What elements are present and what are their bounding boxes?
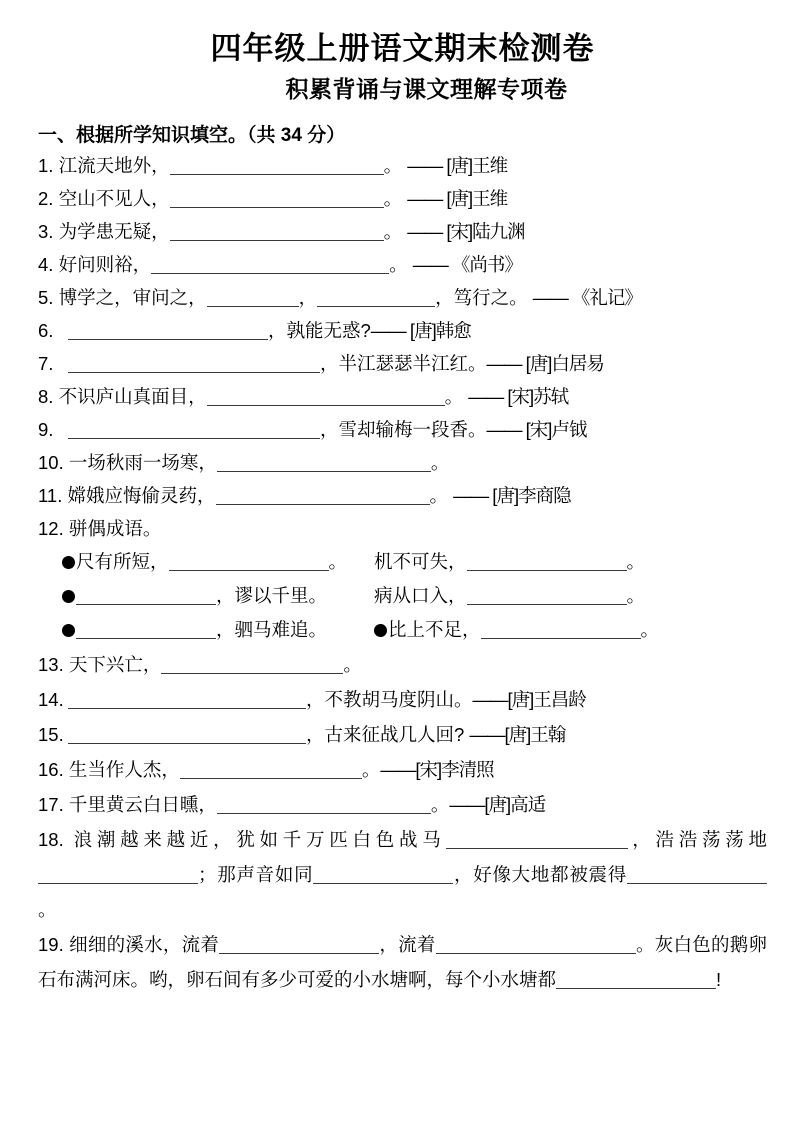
couplet-tail: 。 — [626, 550, 646, 572]
bullet-icon — [62, 590, 75, 603]
question-number: 11. — [38, 484, 63, 506]
question-item — [38, 182, 767, 215]
question-item — [38, 479, 767, 512]
question-number: 9. — [38, 418, 54, 440]
answer-blank[interactable] — [436, 938, 636, 954]
question-number: 3. — [38, 220, 54, 242]
question-number: 6. — [38, 319, 54, 341]
answer-blank[interactable] — [207, 390, 445, 406]
answer-blank[interactable] — [68, 357, 320, 373]
couplet-row — [38, 579, 767, 613]
section-heading-label: 一、根据所学知识填空。 — [38, 124, 248, 146]
question-stem: 骈偶成语。 — [68, 517, 162, 539]
couplet-cell-right — [374, 579, 767, 613]
question-stem: 不识庐山真面目， — [58, 385, 207, 407]
paragraph-segment: ，流着 — [379, 933, 436, 955]
answer-blank[interactable] — [170, 159, 384, 175]
question-number: 4. — [38, 253, 54, 275]
question-number: 8. — [38, 385, 54, 407]
question-tail: ，雪却输梅一段香。 — [320, 418, 487, 440]
couplet-text: 比上不足， — [388, 618, 481, 640]
question-number: 2. — [38, 187, 54, 209]
question-stem: 好问则裕， — [58, 253, 152, 275]
question-stem: 生当作人杰， — [68, 758, 180, 780]
attribution: —— [宋]陆九渊 — [407, 220, 525, 242]
couplet-row — [38, 545, 767, 579]
answer-blank[interactable] — [180, 763, 362, 779]
bullet-icon — [374, 624, 387, 637]
question-number: 16. — [38, 758, 64, 780]
couplet-cell-left — [38, 579, 374, 613]
question-item — [38, 446, 767, 479]
answer-blank[interactable] — [217, 456, 431, 472]
attribution: ——[唐]王昌龄 — [472, 688, 586, 710]
page-subtitle: 积累背诵与课文理解专项卷 — [285, 75, 568, 102]
paragraph-segment: 。 — [38, 898, 57, 920]
question-tail: 。 — [383, 187, 403, 209]
paragraph-segment: ；那声音如同 — [198, 863, 314, 885]
question-tail: 。 — [430, 451, 450, 473]
bullet-icon — [62, 624, 75, 637]
question-item — [38, 512, 767, 545]
question-tail: 。 — [389, 253, 408, 275]
paragraph-segment: 浪潮越来越近，犹如千万匹白色战马 — [73, 828, 446, 850]
question-stem: 天下兴亡， — [68, 653, 162, 675]
question-stem: 千里黄云白日曛， — [68, 793, 217, 815]
question-tail: ，半江瑟瑟半江红。 — [320, 352, 487, 374]
question-mid: ， — [298, 286, 318, 308]
attribution: —— [唐]白居易 — [486, 352, 604, 374]
question-item — [38, 717, 767, 752]
attribution: ——[唐]王翰 — [469, 723, 566, 745]
question-item — [38, 787, 767, 822]
attribution: —— [宋]卢钺 — [486, 418, 587, 440]
question-tail: 。 — [361, 758, 381, 780]
question-item — [38, 215, 767, 248]
answer-blank[interactable] — [68, 693, 306, 709]
question-stem: 空山不见人， — [58, 187, 170, 209]
bullet-icon — [62, 556, 75, 569]
couplet-row — [38, 613, 767, 647]
question-tail: 。 — [343, 653, 362, 675]
answer-blank[interactable] — [38, 868, 198, 884]
answer-blank[interactable] — [207, 291, 299, 307]
couplet-text: 尺有所短， — [76, 550, 169, 572]
answer-blank[interactable] — [216, 489, 430, 505]
answer-blank[interactable] — [68, 324, 268, 340]
answer-blank[interactable] — [467, 555, 627, 571]
question-stem: 为学患无疑， — [58, 220, 170, 242]
question-number: 18. — [38, 828, 64, 850]
attribution: —— [唐]王维 — [407, 154, 508, 176]
attribution: ——[唐]高适 — [449, 793, 546, 815]
question-number: 10. — [38, 451, 64, 473]
question-number: 12. — [38, 517, 64, 539]
paragraph-segment: ，好像大地都被震得 — [453, 863, 627, 885]
answer-blank[interactable] — [446, 833, 628, 849]
answer-blank[interactable] — [219, 938, 379, 954]
question-item — [38, 752, 767, 787]
question-stem: 博学之，审问之， — [58, 286, 207, 308]
question-tail: ，笃行之。 — [435, 286, 528, 308]
question-stem: 江流天地外， — [58, 154, 170, 176]
couplet-tail: 。 — [640, 618, 660, 640]
answer-blank[interactable] — [161, 658, 343, 674]
answer-blank[interactable] — [68, 423, 320, 439]
answer-blank[interactable] — [313, 868, 453, 884]
question-item — [38, 248, 767, 281]
couplet-tail: ，谬以千里。 — [216, 584, 328, 606]
couplet-text: 病从口入， — [374, 584, 467, 606]
attribution: ——[宋]李清照 — [380, 758, 494, 780]
question-number: 7. — [38, 352, 54, 374]
question-tail: ，不教胡马度阴山。 — [306, 688, 473, 710]
question-number: 15. — [38, 723, 64, 745]
question-tail: 。 — [430, 793, 450, 815]
paragraph-segment: 细细的溪水，流着 — [69, 933, 220, 955]
question-tail: 。 — [444, 385, 464, 407]
answer-blank[interactable] — [170, 192, 384, 208]
question-tail: 。 — [383, 220, 403, 242]
question-number: 5. — [38, 286, 54, 308]
couplet-text: 机不可失， — [374, 550, 467, 572]
attribution: —— 《礼记》 — [532, 286, 642, 308]
section-points: （共 34 分） — [247, 124, 346, 146]
couplet-cell-right — [374, 545, 767, 579]
couplet-grid — [38, 545, 767, 647]
question-item — [38, 314, 767, 347]
couplet-tail: ，驷马难追。 — [216, 618, 328, 640]
section-heading — [38, 120, 767, 147]
answer-blank[interactable] — [627, 868, 767, 884]
attribution: —— [宋]苏轼 — [468, 385, 569, 407]
answer-blank[interactable] — [76, 589, 216, 605]
attribution: —— 《尚书》 — [412, 253, 522, 275]
attribution: —— [唐]王维 — [407, 187, 508, 209]
question-item — [38, 380, 767, 413]
question-tail: ，古来征战几人回? — [306, 723, 470, 745]
answer-blank[interactable] — [217, 798, 431, 814]
question-stem: 一场秋雨一场寒， — [68, 451, 217, 473]
question-item — [38, 647, 767, 682]
page-title: 四年级上册语文期末检测卷 — [210, 31, 595, 66]
couplet-tail: 。 — [328, 550, 348, 572]
question-stem: 嫦娥应悔偷灵药， — [67, 484, 216, 506]
answer-blank[interactable] — [556, 973, 716, 989]
couplet-tail: 。 — [626, 584, 646, 606]
answer-blank[interactable] — [151, 258, 389, 274]
question-number: 19. — [38, 933, 64, 955]
answer-blank[interactable] — [467, 589, 627, 605]
couplet-cell-left — [38, 613, 374, 647]
question-item — [38, 149, 767, 182]
question-item — [38, 682, 767, 717]
answer-blank[interactable] — [317, 291, 435, 307]
answer-blank[interactable] — [76, 623, 216, 639]
question-paragraph — [38, 822, 767, 927]
attribution: —— [唐]李商隐 — [453, 484, 571, 506]
couplet-cell-left — [38, 545, 374, 579]
question-number: 1. — [38, 154, 54, 176]
question-item — [38, 347, 767, 380]
question-tail: 。 — [429, 484, 449, 506]
paragraph-segment: 。灰白色的鹅卵石布满河床。哟，卵石间有多少可爱的小水塘啊，每个小水塘都 — [38, 933, 767, 990]
question-tail: ，孰能无惑? — [268, 319, 371, 341]
answer-blank[interactable] — [169, 555, 329, 571]
question-paragraph — [38, 927, 767, 997]
question-number: 14. — [38, 688, 64, 710]
answer-blank[interactable] — [68, 728, 306, 744]
question-item — [38, 413, 767, 446]
attribution: —— [唐]韩愈 — [370, 319, 471, 341]
question-number: 17. — [38, 793, 64, 815]
paragraph-segment: ，浩浩荡荡地 — [627, 828, 767, 850]
question-tail: 。 — [383, 154, 403, 176]
answer-blank[interactable] — [481, 623, 641, 639]
answer-blank[interactable] — [170, 225, 384, 241]
question-item — [38, 281, 767, 314]
paragraph-segment: ! — [716, 968, 722, 990]
question-number: 13. — [38, 653, 64, 675]
couplet-cell-right — [374, 613, 767, 647]
